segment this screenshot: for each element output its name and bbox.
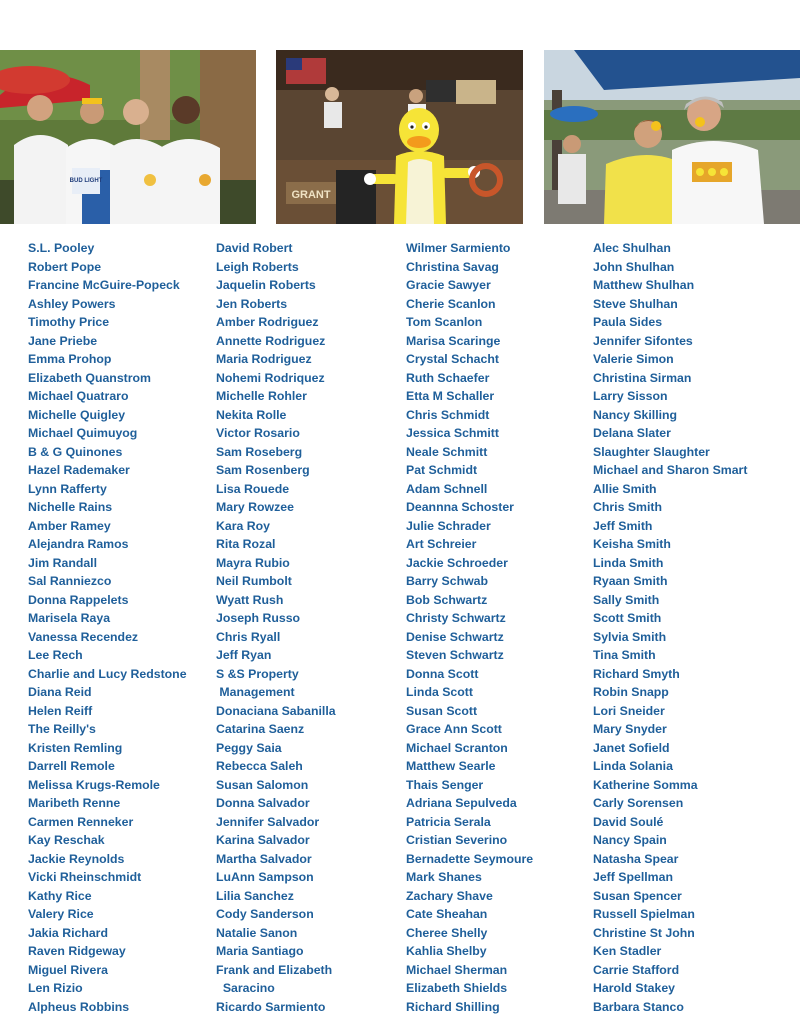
donor-name: Mayra Rubio (216, 555, 290, 570)
donor-name: Martha Salvador (216, 851, 312, 866)
donor-column-4 (593, 239, 798, 1016)
donor-name: Emma Prohop (28, 352, 112, 366)
donor-name: Alejandra Ramos (28, 537, 129, 551)
donor-name: Vanessa Recendez (28, 629, 139, 644)
donor-name: Jen Roberts (216, 296, 288, 311)
donor-name: Kara Roy (216, 518, 270, 533)
donor-name: LuAnn Sampson (216, 870, 314, 884)
donor-name: Art Schreier (406, 537, 477, 551)
donor-name: Wilmer Sarmiento (406, 241, 511, 255)
donor-name: Adriana Sepulveda (406, 796, 517, 810)
donor-name: Grace Ann Scott (406, 722, 502, 736)
donor-name: Michelle Quigley (28, 407, 126, 422)
donor-name: Katherine Somma (593, 777, 698, 792)
donor-name: Lynn Rafferty (28, 481, 107, 496)
donor-name: Linda Solania (593, 759, 673, 773)
donor-name: Nekita Rolle (216, 407, 287, 422)
donor-name: Ken Stadler (593, 944, 662, 958)
donor-name: Natasha Spear (593, 851, 679, 866)
donor-name: Nichelle Rains (28, 500, 113, 514)
photo-couple-duck-shirts (544, 50, 800, 224)
donor-name: Sam Rosenberg (216, 463, 310, 477)
donor-name: Neil Rumbolt (216, 574, 292, 588)
donor-name: Francine McGuire-Popeck (28, 278, 180, 292)
donor-name: Diana Reid (28, 685, 92, 699)
donor-name: Jaquelin Roberts (216, 278, 316, 292)
donor-name: Mark Shanes (406, 870, 482, 884)
donor-name: Chris Smith (593, 500, 663, 514)
donor-name: Annette Rodriguez (216, 333, 326, 348)
donor-name: Carly Sorensen (593, 796, 684, 810)
donor-name: Patricia Serala (406, 814, 491, 829)
donor-name: Mary Rowzee (216, 500, 294, 514)
donor-name: S.L. Pooley (28, 241, 95, 255)
donor-name: Management (216, 685, 295, 699)
donor-name: Nancy Spain (593, 833, 667, 847)
donor-name: Jim Randall (28, 555, 98, 570)
donor-name: Denise Schwartz (406, 629, 504, 644)
donor-name: Darrell Remole (28, 759, 115, 773)
donor-name: John Shulhan (593, 259, 675, 274)
donor-name: Catarina Saenz (216, 722, 305, 736)
donor-name: Robin Snapp (593, 685, 669, 699)
donor-name: Susan Spencer (593, 888, 682, 903)
donor-name: Jennifer Sifontes (593, 333, 693, 348)
donor-name: Raven Ridgeway (28, 944, 126, 958)
donor-name: Melissa Krugs-Remole (28, 777, 160, 792)
donor-name: Robert Pope (28, 259, 102, 274)
donor-name: Jakia Richard (28, 925, 108, 940)
donor-name: Russell Spielman (593, 907, 695, 921)
donor-name: Marisa Scaringe (406, 333, 501, 348)
donor-name: Barbara Stanco (593, 999, 684, 1014)
donor-name: Jeff Ryan (216, 648, 272, 662)
stage-sign: GRANT (291, 189, 331, 201)
donor-name: Tina Smith (593, 648, 656, 662)
donor-name: Kay Reschak (28, 833, 105, 847)
donor-name: Jackie Reynolds (28, 851, 125, 866)
donor-name: Richard Shilling (406, 999, 500, 1014)
donor-name: Ryaan Smith (593, 574, 668, 588)
donor-name: Jeff Smith (593, 518, 653, 533)
donor-name: Victor Rosario (216, 426, 300, 440)
donor-name: Christina Sirman (593, 370, 692, 385)
donor-name: Alpheus Robbins (28, 999, 130, 1014)
donor-name: Leigh Roberts (216, 259, 299, 274)
donor-name: Neale Schmitt (406, 444, 488, 459)
donor-name: Ashley Powers (28, 296, 116, 311)
donor-name: Christine St John (593, 925, 695, 940)
donor-name: Matthew Shulhan (593, 278, 695, 292)
donor-column-3 (406, 239, 591, 1016)
donor-name: Christina Savag (406, 259, 499, 274)
donor-name: Sally Smith (593, 592, 660, 607)
donor-name: Jessica Schmitt (406, 426, 499, 440)
donor-name: Julie Schrader (406, 518, 491, 533)
donor-name: Deannna Schoster (406, 500, 514, 514)
donor-name: Cate Sheahan (406, 907, 488, 921)
donor-name: Lisa Rouede (216, 481, 290, 496)
donor-name: Susan Salomon (216, 777, 309, 792)
donor-name: Kathy Rice (28, 888, 92, 903)
donor-name: Gracie Sawyer (406, 278, 491, 292)
donor-name: Linda Scott (406, 685, 473, 699)
donor-name: Etta M Schaller (406, 389, 495, 403)
donor-name: Slaughter Slaughter (593, 444, 710, 459)
donor-name: Kahlia Shelby (406, 944, 487, 958)
donor-name: Helen Reiff (28, 703, 93, 718)
donor-name: Larry Sisson (593, 389, 668, 403)
donor-name: Marisela Raya (28, 611, 111, 625)
donor-name: Carrie Stafford (593, 962, 680, 977)
donor-name: Lori Sneider (593, 703, 665, 718)
donor-name: Zachary Shave (406, 888, 493, 903)
donor-name: Rita Rozal (216, 537, 276, 551)
donor-name: Maria Santiago (216, 944, 304, 958)
donor-name: Tom Scanlon (406, 315, 483, 329)
donor-name: Susan Scott (406, 703, 478, 718)
donor-name: Steven Schwartz (406, 648, 504, 662)
donor-name: Michael Quatraro (28, 389, 129, 403)
donor-name: Sam Roseberg (216, 444, 303, 459)
donor-name: Donna Salvador (216, 796, 310, 810)
donor-name: Valery Rice (28, 907, 94, 921)
donor-name: Allie Smith (593, 481, 657, 496)
donor-name: Vicki Rheinschmidt (28, 870, 142, 884)
donor-name: Linda Smith (593, 555, 664, 570)
donor-name: Karina Salvador (216, 833, 310, 847)
donor-name: Rebecca Saleh (216, 759, 303, 773)
donor-name: David Robert (216, 241, 293, 255)
donor-name: Miguel Rivera (28, 962, 108, 977)
donor-name: Valerie Simon (593, 352, 674, 366)
donor-name: Wyatt Rush (216, 592, 284, 607)
donor-name: Natalie Sanon (216, 925, 298, 940)
donor-name: Michael Scranton (406, 740, 508, 755)
donor-name: Harold Stakey (593, 981, 676, 995)
donor-name: Saracino (216, 981, 275, 995)
donor-name: Carmen Renneker (28, 814, 134, 829)
donor-name: Barry Schwab (406, 574, 489, 588)
donor-name: Delana Slater (593, 426, 671, 440)
donor-name: David Soulé (593, 814, 664, 829)
donor-name: Scott Smith (593, 611, 662, 625)
donor-name: Kristen Remling (28, 740, 123, 755)
donor-name: Jackie Schroeder (406, 555, 508, 570)
donor-name: Amber Ramey (28, 518, 111, 533)
donor-name: Christy Schwartz (406, 611, 506, 625)
donor-name: Maribeth Renne (28, 796, 121, 810)
donor-name: Jeff Spellman (593, 870, 673, 884)
donor-name: Maria Rodriguez (216, 352, 312, 366)
donor-name: Cherie Scanlon (406, 296, 496, 311)
donor-name: Donna Rappelets (28, 592, 129, 607)
donor-name: Chris Schmidt (406, 407, 490, 422)
donor-name: Amber Rodriguez (216, 315, 319, 329)
donor-name: Timothy Price (28, 315, 110, 329)
donor-name: Peggy Saia (216, 740, 282, 755)
donor-name: Keisha Smith (593, 537, 671, 551)
donor-name: B & G Quinones (28, 444, 123, 459)
donor-column-1 (28, 239, 213, 1016)
donor-name: Donna Scott (406, 666, 479, 681)
donor-name: Matthew Searle (406, 759, 496, 773)
donor-name: Cristian Severino (406, 833, 508, 847)
donor-name: Michelle Rohler (216, 389, 307, 403)
donor-name: Hazel Rademaker (28, 463, 130, 477)
photo-strip (0, 50, 800, 224)
donor-name: Len Rizio (28, 981, 83, 995)
donor-name: Sylvia Smith (593, 629, 667, 644)
donor-name: Janet Sofield (593, 740, 670, 755)
donor-name: Paula Sides (593, 315, 663, 329)
donor-name: Mary Snyder (593, 722, 667, 736)
donor-name: Michael Quimuyog (28, 426, 138, 440)
donor-name: Donaciana Sabanilla (216, 703, 336, 718)
bucket-label: BUD LIGHT (69, 178, 103, 184)
donor-name: Sal Ranniezco (28, 574, 112, 588)
donor-name: Jane Priebe (28, 333, 98, 348)
donor-name: Elizabeth Quanstrom (28, 370, 151, 385)
donor-name: Chris Ryall (216, 629, 281, 644)
donor-name: Thais Senger (406, 777, 484, 792)
donor-name: Charlie and Lucy Redstone (28, 666, 187, 681)
donor-name: Richard Smyth (593, 666, 680, 681)
donor-name: Ruth Schaefer (406, 370, 490, 385)
donor-name: Pat Schmidt (406, 463, 478, 477)
donor-name: Steve Shulhan (593, 296, 678, 311)
donor-name: The Reilly's (28, 722, 96, 736)
donor-name: Michael Sherman (406, 962, 508, 977)
donor-name: Nancy Skilling (593, 407, 678, 422)
donor-name: Bob Schwartz (406, 592, 488, 607)
donor-name: Elizabeth Shields (406, 981, 508, 995)
donor-name: Alec Shulhan (593, 241, 671, 255)
donor-name: Cody Sanderson (216, 907, 314, 921)
donor-column-2 (216, 239, 401, 1016)
donor-name: Adam Schnell (406, 481, 488, 496)
donor-name: Crystal Schacht (406, 352, 499, 366)
donor-name: Michael and Sharon Smart (593, 463, 748, 477)
donor-name: Nohemi Rodriquez (216, 370, 325, 385)
photo-duck-mascot-stage (276, 50, 523, 224)
donor-name: S &S Property (216, 666, 299, 681)
donor-name: Lee Rech (28, 648, 83, 662)
donor-name: Joseph Russo (216, 611, 301, 625)
donor-name: Frank and Elizabeth (216, 962, 333, 977)
donor-name: Bernadette Seymoure (406, 851, 534, 866)
donor-name: Cheree Shelly (406, 925, 488, 940)
donor-name: Lilia Sanchez (216, 888, 294, 903)
donor-name: Jennifer Salvador (216, 814, 320, 829)
photo-volunteers-group (0, 50, 256, 224)
donor-name: Ricardo Sarmiento (216, 999, 326, 1014)
